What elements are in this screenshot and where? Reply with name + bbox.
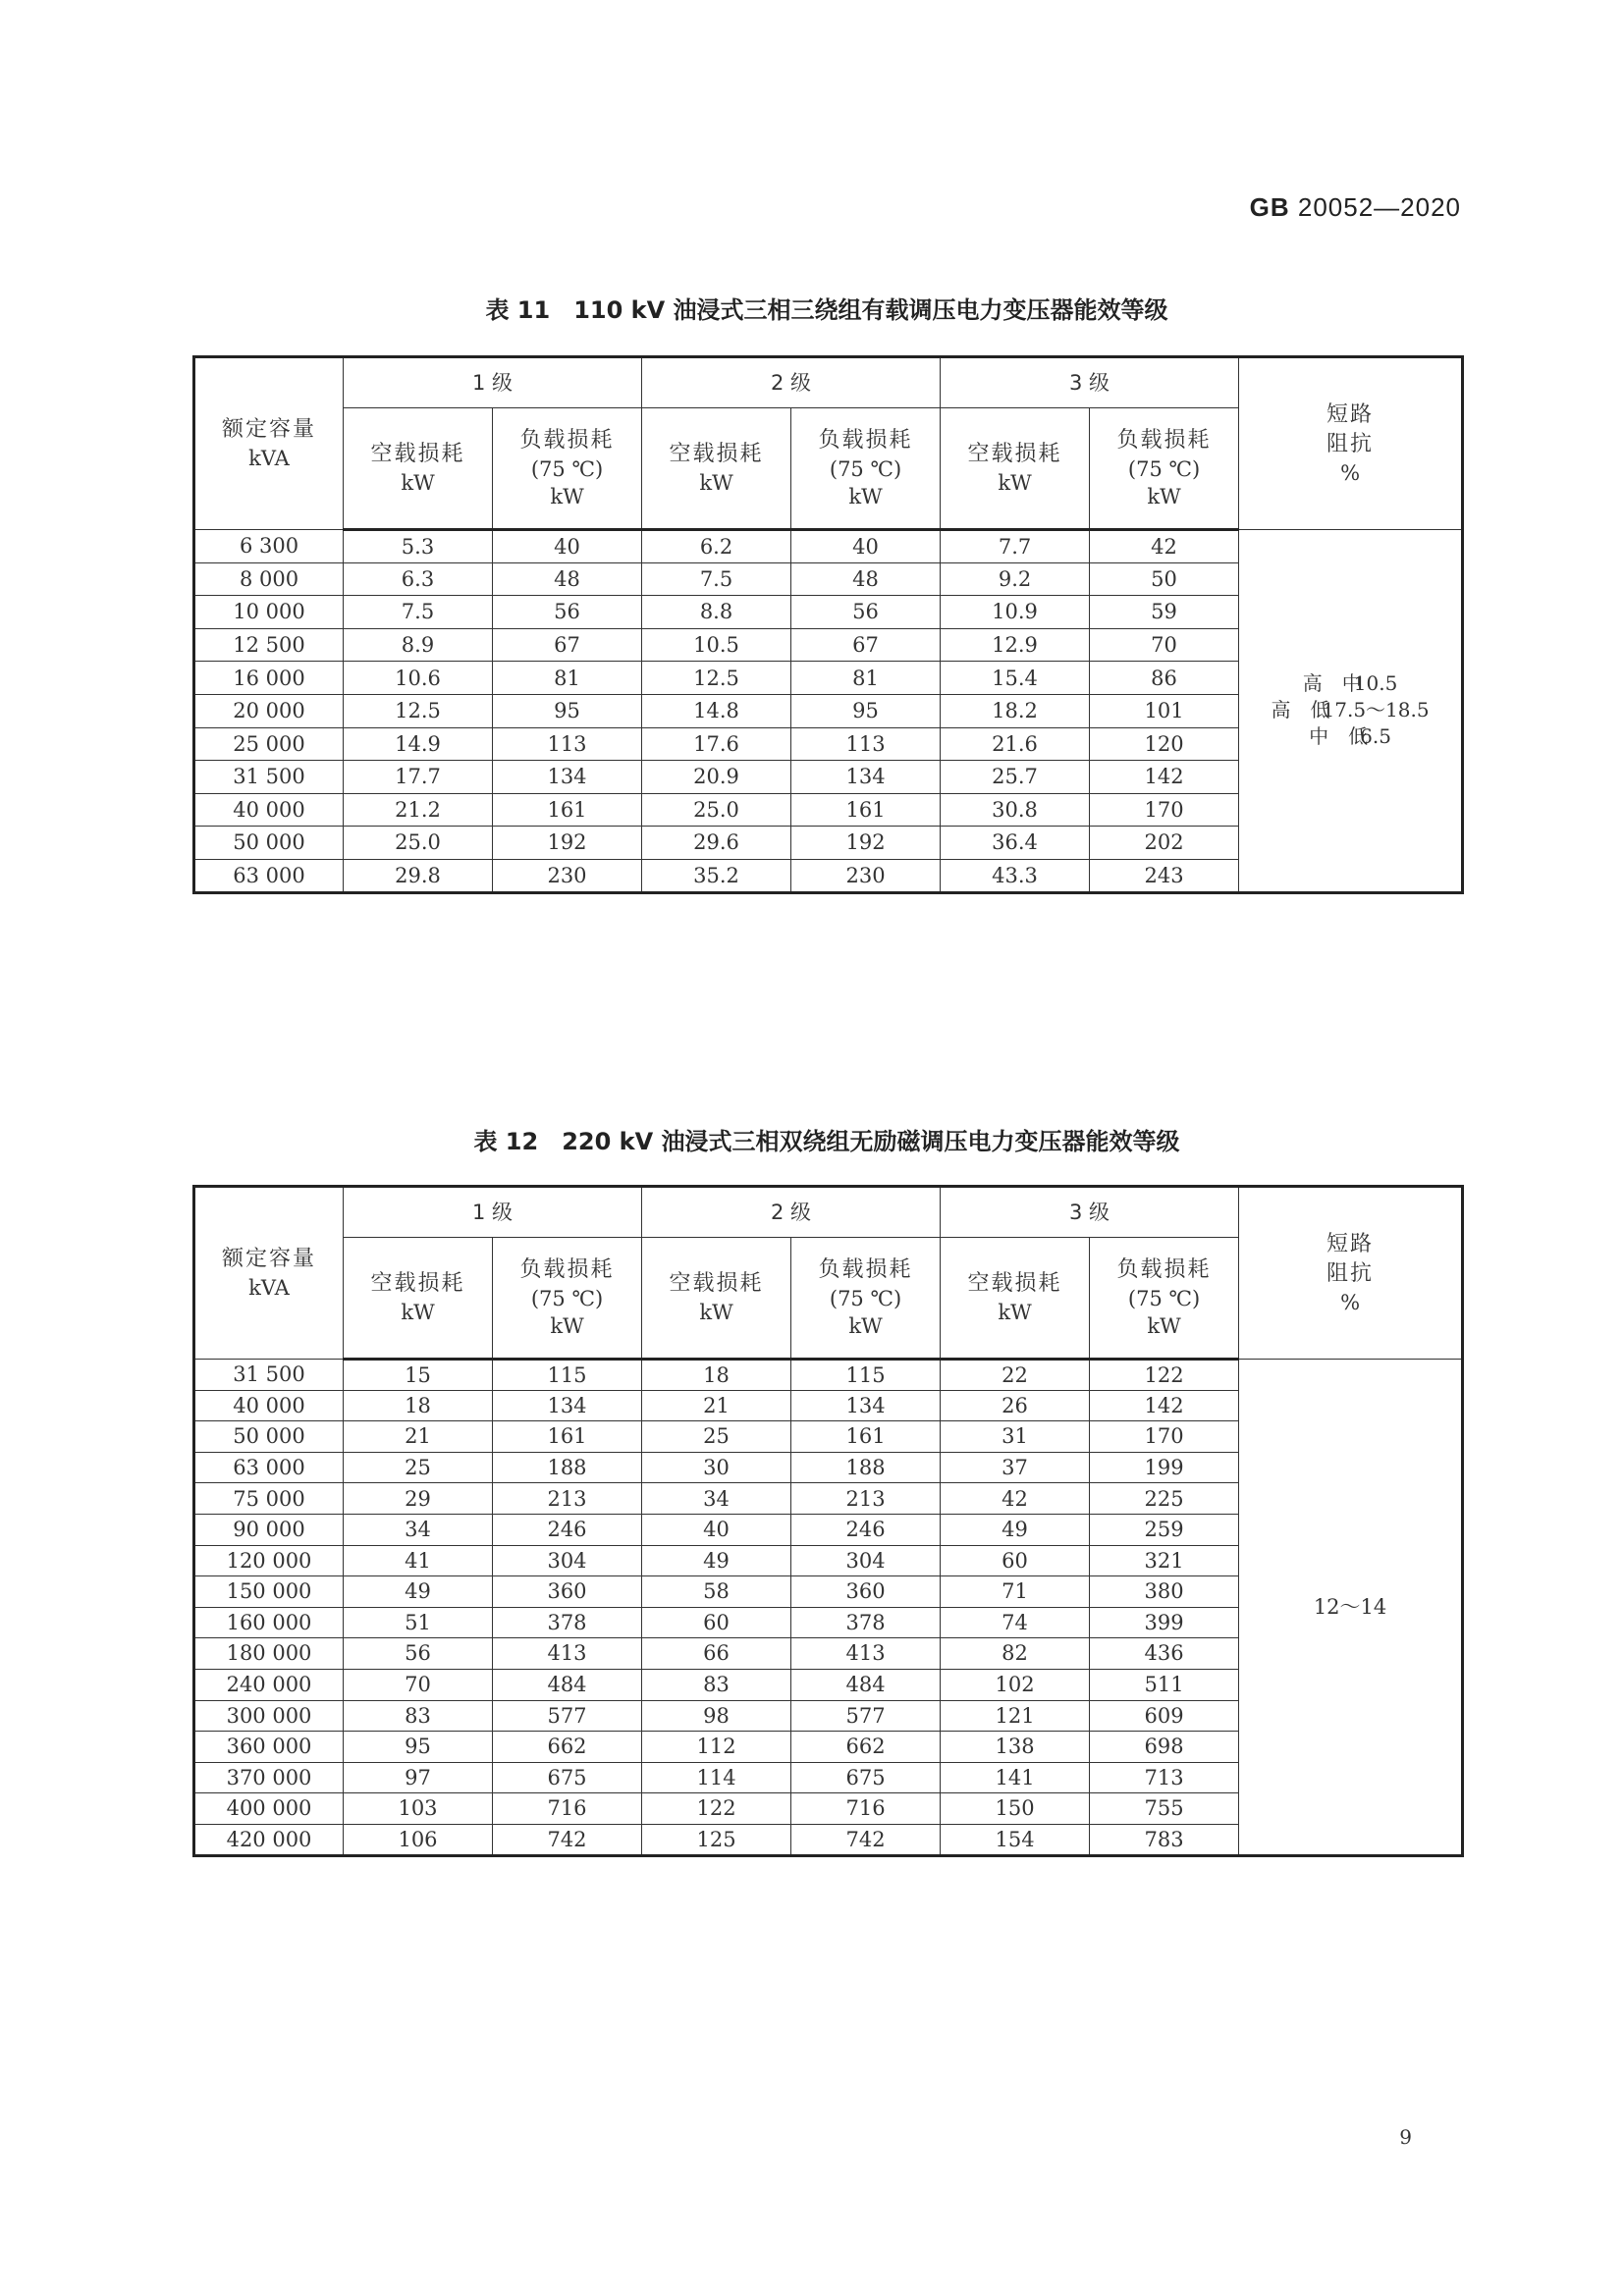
loss-value-cell: 35.2 — [642, 859, 791, 892]
loss-value-cell: 12.5 — [344, 694, 493, 727]
loss-value-cell: 31 — [941, 1421, 1090, 1453]
loss-value-cell: 67 — [493, 628, 642, 662]
loss-value-cell: 83 — [642, 1669, 791, 1700]
loss-value-cell: 188 — [493, 1452, 642, 1483]
loss-value-cell: 7.7 — [941, 530, 1090, 563]
loss-value-cell: 199 — [1090, 1452, 1239, 1483]
rated-capacity-cell: 160 000 — [194, 1607, 344, 1638]
loss-value-cell: 42 — [941, 1483, 1090, 1515]
impedance-header — [1239, 357, 1463, 530]
unit-kw: kW — [699, 1300, 733, 1324]
table-12-caption: 表 12 220 kV 油浸式三相双绕组无励磁调压电力变压器能效等级 — [473, 1128, 1180, 1155]
loss-value-cell: 15 — [344, 1360, 493, 1391]
loss-value-cell: 484 — [791, 1669, 941, 1700]
loss-value-cell: 243 — [1090, 859, 1239, 892]
table-row — [194, 530, 1463, 563]
loss-value-cell: 484 — [493, 1669, 642, 1700]
rated-capacity-cell: 180 000 — [194, 1638, 344, 1670]
loss-value-cell: 98 — [642, 1700, 791, 1732]
loss-value-cell: 321 — [1090, 1545, 1239, 1576]
loss-value-cell: 40 — [493, 530, 642, 563]
load-loss-label: 负载损耗 — [1116, 427, 1212, 453]
no-load-loss-header — [344, 1238, 493, 1360]
loss-value-cell: 29.6 — [642, 827, 791, 860]
loss-value-cell: 304 — [493, 1545, 642, 1576]
winding-pair: 高 中 — [1302, 671, 1362, 696]
rated-capacity-cell: 50 000 — [194, 827, 344, 860]
load-loss-label: 负载损耗 — [519, 427, 615, 453]
loss-value-cell: 25 — [344, 1452, 493, 1483]
loss-value-cell: 49 — [642, 1545, 791, 1576]
impedance-value: 17.5～18.5 — [1322, 698, 1430, 722]
impedance-value: 6.5 — [1360, 724, 1391, 749]
loss-value-cell: 21.2 — [344, 793, 493, 827]
loss-value-cell: 161 — [493, 1421, 642, 1453]
loss-value-cell: 115 — [791, 1360, 941, 1391]
rated-capacity-cell: 150 000 — [194, 1576, 344, 1608]
loss-value-cell: 21 — [642, 1390, 791, 1421]
loss-value-cell: 716 — [493, 1793, 642, 1825]
rated-capacity-label: 额定容量 — [221, 1246, 316, 1271]
loss-value-cell: 60 — [941, 1545, 1090, 1576]
no-load-loss-header — [941, 408, 1090, 530]
unit-kw: kW — [998, 1300, 1032, 1324]
loss-value-cell: 378 — [791, 1607, 941, 1638]
loss-value-cell: 56 — [344, 1638, 493, 1670]
loss-value-cell: 115 — [493, 1360, 642, 1391]
loss-value-cell: 142 — [1090, 1390, 1239, 1421]
unit-kw: kW — [550, 1313, 584, 1338]
load-loss-header — [1090, 1238, 1239, 1360]
loss-value-cell: 716 — [791, 1793, 941, 1825]
loss-value-cell: 12.5 — [642, 662, 791, 695]
loss-value-cell: 30 — [642, 1452, 791, 1483]
loss-value-cell: 41 — [344, 1545, 493, 1576]
loss-value-cell: 17.6 — [642, 727, 791, 761]
loss-value-cell: 577 — [791, 1700, 941, 1732]
loss-value-cell: 399 — [1090, 1607, 1239, 1638]
rated-capacity-label: 额定容量 — [221, 416, 316, 442]
rated-capacity-cell: 31 500 — [194, 761, 344, 794]
rated-capacity-cell: 50 000 — [194, 1421, 344, 1453]
no-load-loss-header — [642, 408, 791, 530]
impedance-line — [1239, 697, 1461, 723]
loss-value-cell: 12.9 — [941, 628, 1090, 662]
loss-value-cell: 120 — [1090, 727, 1239, 761]
loss-value-cell: 188 — [791, 1452, 941, 1483]
rated-capacity-header — [194, 1187, 344, 1360]
load-loss-label: 负载损耗 — [818, 1256, 913, 1282]
loss-value-cell: 121 — [941, 1700, 1090, 1732]
grade-3-header: 3 级 — [941, 1187, 1239, 1238]
grade-3-header: 3 级 — [941, 357, 1239, 408]
loss-value-cell: 783 — [1090, 1824, 1239, 1855]
loss-value-cell: 154 — [941, 1824, 1090, 1855]
grade-2-header: 2 级 — [642, 1187, 941, 1238]
loss-value-cell: 304 — [791, 1545, 941, 1576]
rated-capacity-cell: 370 000 — [194, 1762, 344, 1793]
loss-value-cell: 18 — [344, 1390, 493, 1421]
loss-value-cell: 413 — [791, 1638, 941, 1670]
loss-value-cell: 95 — [344, 1732, 493, 1763]
standard-prefix: GB — [1249, 192, 1290, 222]
loss-value-cell: 43.3 — [941, 859, 1090, 892]
loss-value-cell: 10.5 — [642, 628, 791, 662]
loss-value-cell: 113 — [791, 727, 941, 761]
impedance-unit: % — [1340, 460, 1361, 485]
loss-value-cell: 101 — [1090, 694, 1239, 727]
rated-capacity-cell: 240 000 — [194, 1669, 344, 1700]
no-load-loss-label: 空载损耗 — [370, 441, 465, 466]
rated-capacity-cell: 90 000 — [194, 1514, 344, 1545]
loss-value-cell: 48 — [493, 562, 642, 596]
loss-value-cell: 86 — [1090, 662, 1239, 695]
loss-value-cell: 161 — [791, 1421, 941, 1453]
loss-value-cell: 511 — [1090, 1669, 1239, 1700]
loss-value-cell: 56 — [791, 596, 941, 629]
no-load-loss-header — [344, 408, 493, 530]
rated-capacity-cell: 75 000 — [194, 1483, 344, 1515]
standard-number-value: 20052—2020 — [1297, 192, 1461, 222]
impedance-value: 10.5 — [1353, 671, 1398, 696]
loss-value-cell: 742 — [493, 1824, 642, 1855]
loss-value-cell: 246 — [791, 1514, 941, 1545]
unit-kw: kW — [401, 470, 435, 495]
rated-capacity-cell: 120 000 — [194, 1545, 344, 1576]
loss-value-cell: 141 — [941, 1762, 1090, 1793]
loss-value-cell: 36.4 — [941, 827, 1090, 860]
table-12 — [192, 1185, 1464, 1857]
loss-value-cell: 436 — [1090, 1638, 1239, 1670]
loss-value-cell: 138 — [941, 1732, 1090, 1763]
loss-value-cell: 577 — [493, 1700, 642, 1732]
unit-kw: kW — [401, 1300, 435, 1324]
loss-value-cell: 97 — [344, 1762, 493, 1793]
loss-value-cell: 125 — [642, 1824, 791, 1855]
impedance-unit: % — [1340, 1290, 1361, 1314]
no-load-loss-label: 空载损耗 — [669, 1270, 764, 1296]
temperature-note: (75 ℃) — [829, 456, 902, 481]
loss-value-cell: 81 — [791, 662, 941, 695]
loss-value-cell: 192 — [791, 827, 941, 860]
rated-capacity-cell: 25 000 — [194, 727, 344, 761]
loss-value-cell: 213 — [791, 1483, 941, 1515]
table-11-caption: 表 11 110 kV 油浸式三相三绕组有载调压电力变压器能效等级 — [485, 296, 1168, 324]
grade-2-header: 2 级 — [642, 357, 941, 408]
loss-value-cell: 34 — [344, 1514, 493, 1545]
winding-pair: 中 低 — [1309, 724, 1369, 749]
loss-value-cell: 18 — [642, 1360, 791, 1391]
loss-value-cell: 74 — [941, 1607, 1090, 1638]
loss-value-cell: 230 — [791, 859, 941, 892]
winding-pair: 高 低 — [1271, 698, 1330, 722]
rated-capacity-cell: 63 000 — [194, 1452, 344, 1483]
no-load-loss-label: 空载损耗 — [967, 1270, 1062, 1296]
loss-value-cell: 8.9 — [344, 628, 493, 662]
loss-value-cell: 29.8 — [344, 859, 493, 892]
loss-value-cell: 18.2 — [941, 694, 1090, 727]
loss-value-cell: 755 — [1090, 1793, 1239, 1825]
rated-capacity-cell: 16 000 — [194, 662, 344, 695]
loss-value-cell: 17.7 — [344, 761, 493, 794]
loss-value-cell: 134 — [493, 761, 642, 794]
loss-value-cell: 58 — [642, 1576, 791, 1608]
rated-capacity-cell: 31 500 — [194, 1360, 344, 1391]
temperature-note: (75 ℃) — [530, 1286, 604, 1310]
loss-value-cell: 170 — [1090, 793, 1239, 827]
loss-value-cell: 37 — [941, 1452, 1090, 1483]
loss-value-cell: 40 — [642, 1514, 791, 1545]
loss-value-cell: 662 — [791, 1732, 941, 1763]
unit-kw: kW — [1147, 484, 1181, 508]
loss-value-cell: 71 — [941, 1576, 1090, 1608]
loss-value-cell: 25 — [642, 1421, 791, 1453]
page-number: 9 — [1399, 2125, 1412, 2149]
unit-kw: kW — [848, 1313, 883, 1338]
loss-value-cell: 70 — [1090, 628, 1239, 662]
loss-value-cell: 40 — [791, 530, 941, 563]
loss-value-cell: 30.8 — [941, 793, 1090, 827]
loss-value-cell: 8.8 — [642, 596, 791, 629]
loss-value-cell: 106 — [344, 1824, 493, 1855]
loss-value-cell: 25.0 — [344, 827, 493, 860]
table-11 — [192, 355, 1464, 894]
loss-value-cell: 83 — [344, 1700, 493, 1732]
loss-value-cell: 20.9 — [642, 761, 791, 794]
loss-value-cell: 14.9 — [344, 727, 493, 761]
loss-value-cell: 56 — [493, 596, 642, 629]
impedance-label-2: 阻抗 — [1326, 1260, 1375, 1286]
loss-value-cell: 102 — [941, 1669, 1090, 1700]
loss-value-cell: 142 — [1090, 761, 1239, 794]
load-loss-label: 负载损耗 — [818, 427, 913, 453]
no-load-loss-label: 空载损耗 — [370, 1270, 465, 1296]
loss-value-cell: 122 — [642, 1793, 791, 1825]
loss-value-cell: 6.3 — [344, 562, 493, 596]
no-load-loss-label: 空载损耗 — [669, 441, 764, 466]
load-loss-header — [493, 1238, 642, 1360]
unit-kw: kW — [699, 470, 733, 495]
loss-value-cell: 10.9 — [941, 596, 1090, 629]
loss-value-cell: 113 — [493, 727, 642, 761]
loss-value-cell: 7.5 — [344, 596, 493, 629]
table-row — [194, 1360, 1463, 1391]
loss-value-cell: 66 — [642, 1638, 791, 1670]
loss-value-cell: 698 — [1090, 1732, 1239, 1763]
impedance-value-cell: 12～14 — [1239, 1360, 1463, 1856]
loss-value-cell: 67 — [791, 628, 941, 662]
loss-value-cell: 103 — [344, 1793, 493, 1825]
temperature-note: (75 ℃) — [1127, 456, 1201, 481]
loss-value-cell: 48 — [791, 562, 941, 596]
unit-kw: kW — [1147, 1313, 1181, 1338]
temperature-note: (75 ℃) — [530, 456, 604, 481]
grade-1-header: 1 级 — [344, 1187, 642, 1238]
rated-capacity-cell: 360 000 — [194, 1732, 344, 1763]
loss-value-cell: 360 — [493, 1576, 642, 1608]
loss-value-cell: 15.4 — [941, 662, 1090, 695]
loss-value-cell: 95 — [791, 694, 941, 727]
loss-value-cell: 6.2 — [642, 530, 791, 563]
unit-kw: kW — [550, 484, 584, 508]
standard-number — [1250, 192, 1461, 223]
rated-capacity-cell: 400 000 — [194, 1793, 344, 1825]
loss-value-cell: 7.5 — [642, 562, 791, 596]
load-loss-header — [1090, 408, 1239, 530]
loss-value-cell: 29 — [344, 1483, 493, 1515]
load-loss-header — [791, 1238, 941, 1360]
loss-value-cell: 49 — [941, 1514, 1090, 1545]
load-loss-header — [493, 408, 642, 530]
rated-capacity-cell: 300 000 — [194, 1700, 344, 1732]
loss-value-cell: 413 — [493, 1638, 642, 1670]
loss-value-cell: 230 — [493, 859, 642, 892]
impedance-line — [1239, 670, 1461, 697]
loss-value-cell: 170 — [1090, 1421, 1239, 1453]
loss-value-cell: 192 — [493, 827, 642, 860]
loss-value-cell: 675 — [791, 1762, 941, 1793]
loss-value-cell: 662 — [493, 1732, 642, 1763]
impedance-line — [1239, 723, 1461, 750]
impedance-values-cell — [1239, 530, 1463, 893]
unit-kw: kW — [998, 470, 1032, 495]
loss-value-cell: 50 — [1090, 562, 1239, 596]
impedance-label-2: 阻抗 — [1326, 431, 1375, 456]
loss-value-cell: 42 — [1090, 530, 1239, 563]
loss-value-cell: 134 — [493, 1390, 642, 1421]
rated-capacity-cell: 12 500 — [194, 628, 344, 662]
rated-capacity-cell: 10 000 — [194, 596, 344, 629]
table-11-body — [194, 530, 1463, 893]
temperature-note: (75 ℃) — [829, 1286, 902, 1310]
loss-value-cell: 81 — [493, 662, 642, 695]
loss-value-cell: 49 — [344, 1576, 493, 1608]
loss-value-cell: 70 — [344, 1669, 493, 1700]
rated-capacity-cell: 40 000 — [194, 793, 344, 827]
load-loss-header — [791, 408, 941, 530]
rated-capacity-cell: 420 000 — [194, 1824, 344, 1855]
rated-capacity-unit: kVA — [248, 446, 290, 470]
loss-value-cell: 213 — [493, 1483, 642, 1515]
loss-value-cell: 134 — [791, 761, 941, 794]
loss-value-cell: 380 — [1090, 1576, 1239, 1608]
impedance-label-1: 短路 — [1326, 402, 1375, 428]
rated-capacity-cell: 6 300 — [194, 530, 344, 563]
loss-value-cell: 9.2 — [941, 562, 1090, 596]
rated-capacity-unit: kVA — [248, 1275, 290, 1300]
rated-capacity-cell: 20 000 — [194, 694, 344, 727]
rated-capacity-cell: 63 000 — [194, 859, 344, 892]
loss-value-cell: 742 — [791, 1824, 941, 1855]
grade-1-header: 1 级 — [344, 357, 642, 408]
loss-value-cell: 14.8 — [642, 694, 791, 727]
loss-value-cell: 34 — [642, 1483, 791, 1515]
loss-value-cell: 82 — [941, 1638, 1090, 1670]
loss-value-cell: 5.3 — [344, 530, 493, 563]
loss-value-cell: 378 — [493, 1607, 642, 1638]
loss-value-cell: 22 — [941, 1360, 1090, 1391]
loss-value-cell: 360 — [791, 1576, 941, 1608]
loss-value-cell: 95 — [493, 694, 642, 727]
loss-value-cell: 713 — [1090, 1762, 1239, 1793]
loss-value-cell: 122 — [1090, 1360, 1239, 1391]
loss-value-cell: 202 — [1090, 827, 1239, 860]
loss-value-cell: 150 — [941, 1793, 1090, 1825]
load-loss-label: 负载损耗 — [1116, 1256, 1212, 1282]
loss-value-cell: 161 — [791, 793, 941, 827]
loss-value-cell: 59 — [1090, 596, 1239, 629]
loss-value-cell: 21 — [344, 1421, 493, 1453]
loss-value-cell: 609 — [1090, 1700, 1239, 1732]
loss-value-cell: 26 — [941, 1390, 1090, 1421]
loss-value-cell: 246 — [493, 1514, 642, 1545]
loss-value-cell: 161 — [493, 793, 642, 827]
loss-value-cell: 259 — [1090, 1514, 1239, 1545]
loss-value-cell: 112 — [642, 1732, 791, 1763]
loss-value-cell: 10.6 — [344, 662, 493, 695]
impedance-label-1: 短路 — [1326, 1232, 1375, 1257]
loss-value-cell: 21.6 — [941, 727, 1090, 761]
no-load-loss-label: 空载损耗 — [967, 441, 1062, 466]
no-load-loss-header — [941, 1238, 1090, 1360]
no-load-loss-header — [642, 1238, 791, 1360]
unit-kw: kW — [848, 484, 883, 508]
load-loss-label: 负载损耗 — [519, 1256, 615, 1282]
table-12-body — [194, 1360, 1463, 1856]
loss-value-cell: 225 — [1090, 1483, 1239, 1515]
impedance-header — [1239, 1187, 1463, 1360]
loss-value-cell: 60 — [642, 1607, 791, 1638]
loss-value-cell: 134 — [791, 1390, 941, 1421]
loss-value-cell: 51 — [344, 1607, 493, 1638]
temperature-note: (75 ℃) — [1127, 1286, 1201, 1310]
loss-value-cell: 114 — [642, 1762, 791, 1793]
rated-capacity-cell: 40 000 — [194, 1390, 344, 1421]
rated-capacity-header — [194, 357, 344, 530]
loss-value-cell: 25.7 — [941, 761, 1090, 794]
loss-value-cell: 25.0 — [642, 793, 791, 827]
loss-value-cell: 675 — [493, 1762, 642, 1793]
rated-capacity-cell: 8 000 — [194, 562, 344, 596]
